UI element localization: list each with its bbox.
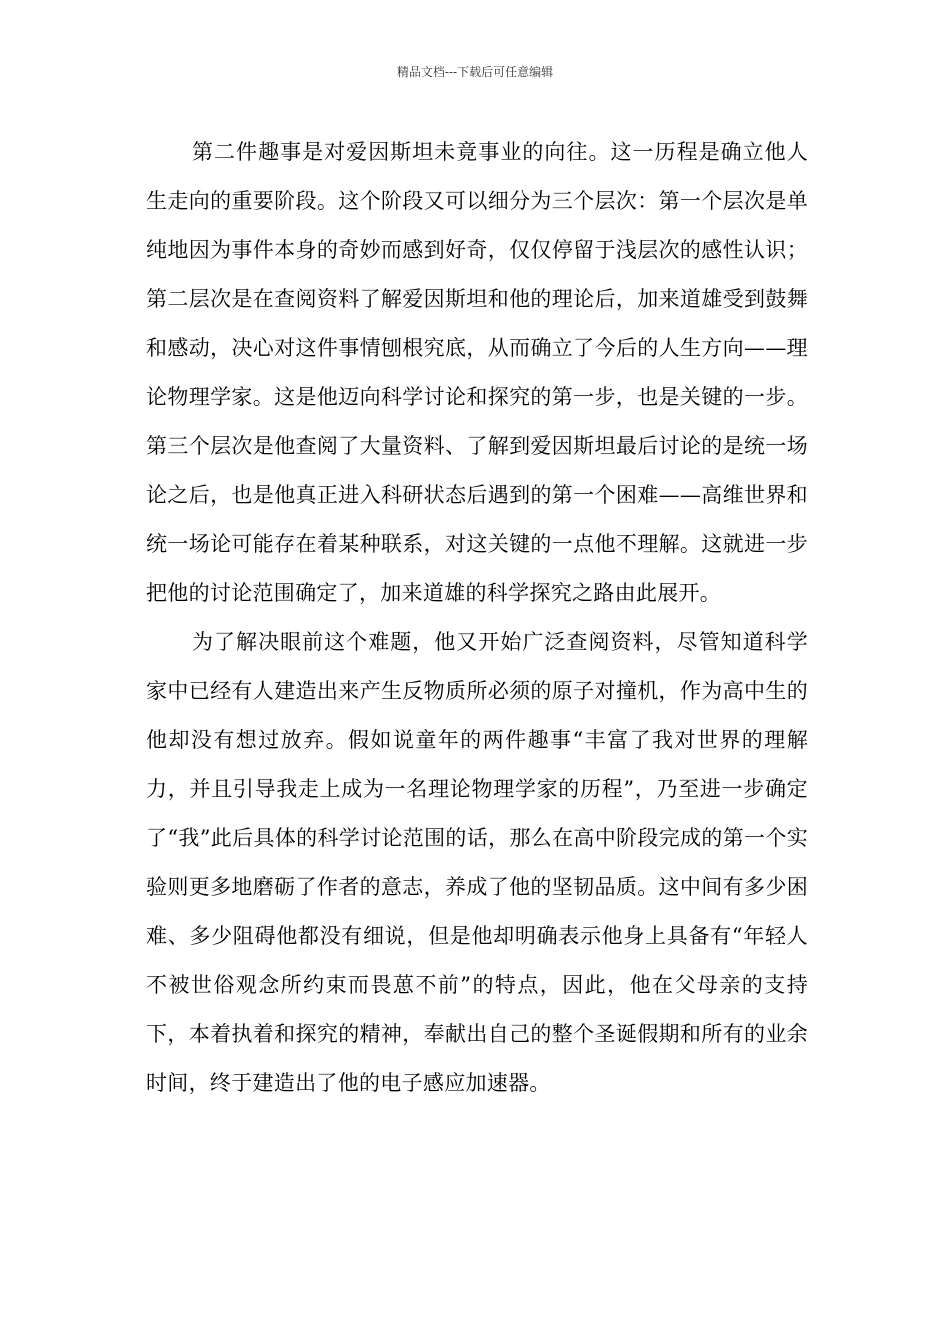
- paragraph-accelerator-build: 为了解决眼前这个难题，他又开始广泛查阅资料，尽管知道科学家中已经有人建造出来产生反物质所必须的原子对撞机，作为高中生的他却没有想过放弃。假如说童年的两件趣事“丰富了我对世界的理解力，并且引导我走上成为一名理论物理学家的历程”，乃至进一步确定了“我”此后具体的科学讨论范围的话，那么在高中阶段完成的第一个实验则更多地磨砺了作者的意志，养成了他的坚韧品质。这中间有多少困难、多少阻碍他都没有细说，但是他却明确表示他身上具备有“年轻人不被世俗观念所约束而畏葸不前”的特点，因此，他在父母亲的支持下，本着执着和探究的精神，奉献出自己的整个圣诞假期和所有的业余时间，终于建造出了他的电子感应加速器。: [146, 630, 808, 1095]
- page-header: 精品文档---下载后可任意编辑: [396, 65, 554, 79]
- document-body: [146, 128, 808, 1108]
- paragraph-einstein-aspiration: 第二件趣事是对爱因斯坦未竟事业的向往。这一历程是确立他人生走向的重要阶段。这个阶段又可以细分为三个层次：第一个层次是单纯地因为事件本身的奇妙而感到好奇，仅仅停留于浅层次的感性认识；第二层次是在查阅资料了解爱因斯坦和他的理论后，加来道雄受到鼓舞和感动，决心对这件事情刨根究底，从而确立了今后的人生方向——理论物理学家。这是他迈向科学讨论和探究的第一步，也是关键的一步。第三个层次是他查阅了大量资料、了解到爱因斯坦最后讨论的是统一场论之后，也是他真正进入科研状态后遇到的第一个困难——高维世界和统一场论可能存在着某种联系，对这关键的一点他不理解。这就进一步把他的讨论范围确定了，加来道雄的科学探究之路由此展开。: [146, 140, 808, 605]
